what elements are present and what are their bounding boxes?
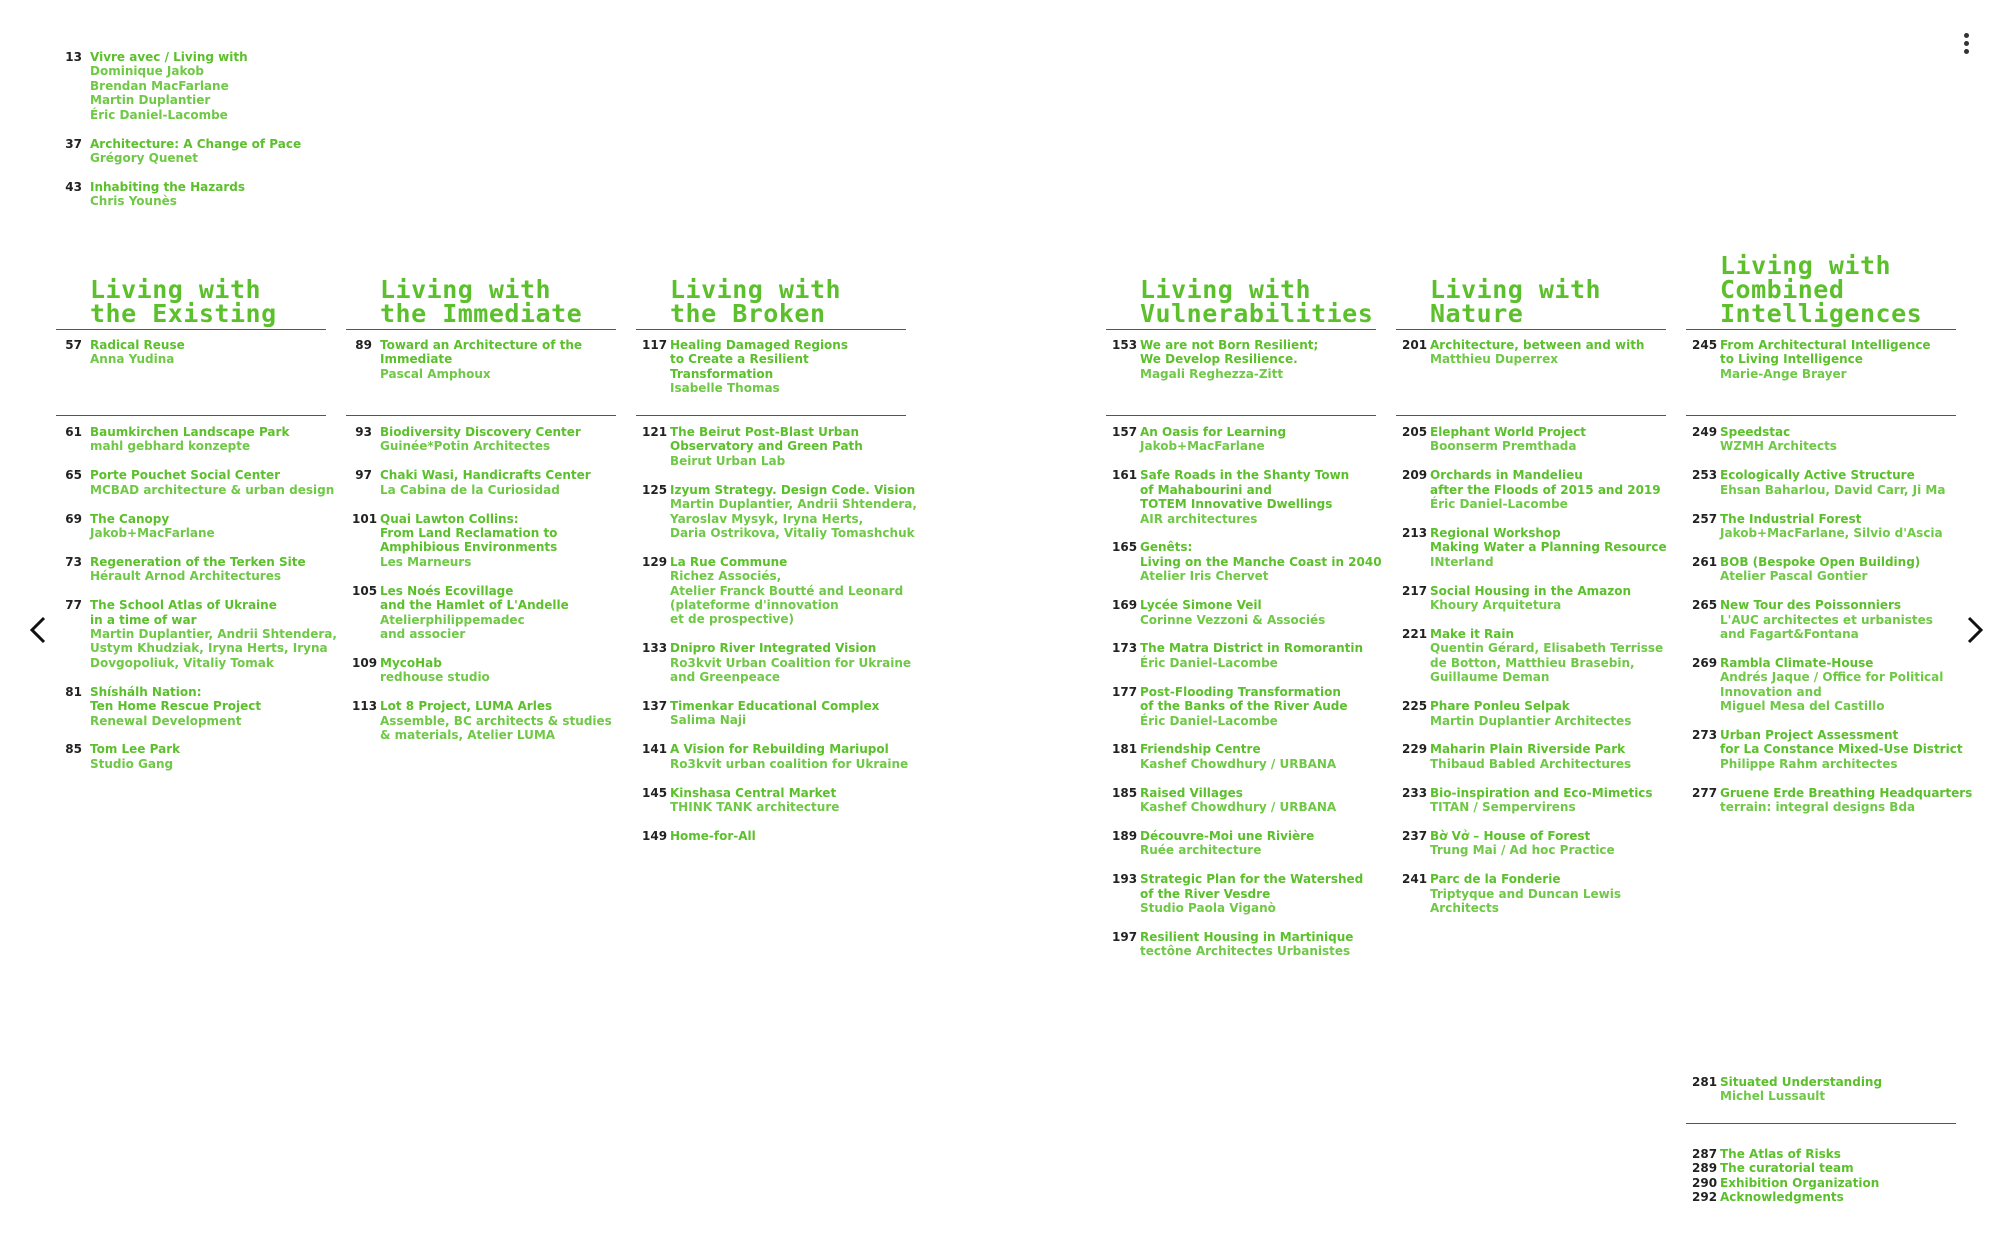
entry-authors: THINK TANK architecture	[670, 800, 840, 814]
entry-title: Chaki Wasi, Handicrafts Center	[380, 468, 591, 483]
toc-entry[interactable]	[65, 425, 290, 454]
toc-entry[interactable]	[1692, 785, 1973, 815]
page-number: 237	[1402, 829, 1428, 843]
entry-authors: Ruée architecture	[1140, 843, 1262, 858]
page-number: 249	[1692, 425, 1718, 439]
page-number: 109	[352, 655, 378, 670]
toc-entry[interactable]	[1402, 829, 1615, 858]
page-number: 177	[1112, 684, 1138, 699]
page-number: 77	[65, 598, 82, 613]
entry-title: Découvre-Moi une Rivière	[1140, 829, 1315, 843]
entry-title: Radical Reuse	[90, 338, 185, 352]
toc-entry[interactable]	[352, 511, 558, 570]
entry-authors: Éric Daniel-Lacombe	[1140, 713, 1278, 728]
entry-authors: L'AUC architectes et urbanistes and Fagart&Fontana	[1720, 612, 1933, 641]
toc-entry[interactable]	[65, 742, 181, 771]
entry-title: Friendship Centre	[1140, 742, 1261, 757]
section-title: Living with Vulnerabilities	[1140, 275, 1374, 328]
entry-authors: Ro3kvit urban coalition for Ukraine	[670, 756, 909, 771]
page-number: 217	[1402, 583, 1428, 598]
entry-title: Orchards in Mandelieu after the Floods of 2015 and 2019	[1430, 468, 1661, 497]
page-number: 93	[355, 425, 372, 439]
entry-authors: Jakob+MacFarlane, Silvio d'Ascia	[1720, 526, 1943, 540]
page-number: 113	[352, 699, 378, 714]
entry-authors: Corinne Vezzoni & Associés	[1140, 612, 1326, 627]
toc-entry[interactable]	[1402, 872, 1622, 916]
toc-entry[interactable]	[642, 742, 909, 771]
entry-title: New Tour des Poissonniers	[1720, 598, 1902, 613]
entry-authors: Jakob+MacFarlane	[90, 526, 215, 540]
entry-authors: redhouse studio	[380, 670, 490, 685]
toc-entry[interactable]	[65, 598, 337, 670]
toc-entry[interactable]	[1112, 641, 1364, 670]
entry-title: Biodiversity Discovery Center	[380, 425, 581, 439]
entry-title: Quai Lawton Collins: From Land Reclamation to Amphibious Environments	[380, 511, 558, 555]
more-vertical-icon	[1960, 33, 1972, 54]
entry-authors: Philippe Rahm architectes	[1720, 756, 1898, 771]
entry-authors: terrain: integral designs Bda	[1720, 800, 1916, 815]
entry-authors: Ro3kvit Urban Coalition for Ukraine and Greenpeace	[670, 655, 912, 685]
page-number: 181	[1112, 742, 1138, 757]
toc-entry[interactable]	[1112, 742, 1337, 771]
entry-authors: Andrés Jaque / Office for Political Innovation and Miguel Mesa del Castillo	[1720, 670, 1944, 714]
page-number: 149	[642, 828, 668, 843]
more-menu-button[interactable]	[1960, 30, 1972, 60]
toc-entry[interactable]	[65, 180, 245, 209]
entry-title: Tom Lee Park	[90, 742, 181, 757]
section-divider	[1686, 329, 1956, 330]
page-number: 213	[1402, 526, 1428, 540]
entry-authors: Studio Paola Viganò	[1140, 901, 1276, 916]
toc-entry[interactable]	[642, 785, 840, 815]
page-number: 133	[642, 641, 668, 656]
entry-authors: Boonserm Premthada	[1430, 439, 1577, 454]
page-number: 229	[1402, 742, 1428, 757]
toc-entry[interactable]	[1402, 785, 1653, 815]
toc-entry[interactable]	[1402, 742, 1632, 771]
page-number: 265	[1692, 598, 1718, 613]
toc-entry[interactable]	[1402, 526, 1667, 569]
page-number: 241	[1402, 872, 1428, 887]
toc-entry[interactable]	[355, 468, 591, 497]
page-number: 185	[1112, 785, 1138, 800]
appendix-list	[1692, 1147, 1880, 1205]
entry-authors: Jakob+MacFarlane	[1140, 439, 1265, 454]
entry-title: Rambla Climate-House	[1720, 655, 1874, 670]
entry-title: Vivre avec / Living with	[90, 50, 248, 64]
entry-title: Architecture, between and with	[1430, 338, 1645, 352]
page-number: 69	[65, 511, 82, 526]
entry-authors: TITAN / Sempervirens	[1430, 800, 1576, 815]
page-number: 269	[1692, 655, 1718, 670]
entry-title: An Oasis for Learning	[1140, 425, 1287, 439]
page-number: 165	[1112, 540, 1138, 555]
page-number: 281	[1692, 1075, 1718, 1089]
page-number: 245	[1692, 338, 1718, 352]
toc-entry[interactable]	[1402, 468, 1661, 512]
page-number: 13	[65, 50, 82, 64]
entry-title: Kinshasa Central Market	[670, 785, 837, 800]
entry-authors: Martin Duplantier, Andrii Shtendera, Ustym Khudziak, Iryna Herts, Iryna Dovgopoliuk, Vitaliy Tomak	[90, 627, 337, 670]
entry-title: Post-Flooding Transformation of the Banks of the River Aude	[1140, 684, 1348, 714]
section-divider	[636, 415, 906, 416]
toc-entry[interactable]	[1402, 627, 1664, 685]
entry-title: Make it Rain	[1430, 627, 1515, 641]
toc-entry[interactable]	[65, 554, 306, 584]
page-number: 197	[1112, 930, 1138, 944]
section-divider	[1686, 1123, 1956, 1124]
entry-title: Bờ Vở – House of Forest	[1430, 829, 1591, 843]
chevron-left-icon	[18, 610, 58, 650]
section-title: Living with Nature	[1430, 275, 1602, 328]
entry-title: Raised Villages	[1140, 785, 1243, 800]
page-number: 153	[1112, 338, 1138, 352]
entry-authors: Khoury Arquitetura	[1430, 598, 1562, 613]
section-divider	[56, 329, 326, 330]
section-divider	[1396, 415, 1666, 416]
section-divider	[346, 329, 616, 330]
entry-authors: Kashef Chowdhury / URBANA	[1140, 756, 1337, 771]
page-number: 129	[642, 554, 668, 569]
section-divider	[346, 415, 616, 416]
entry-authors: Assemble, BC architects & studies & materials, Atelier LUMA	[380, 713, 612, 742]
entry-title: The Beirut Post-Blast Urban Observatory and Green Path	[670, 425, 863, 454]
entry-title: Safe Roads in the Shanty Town of Mahabourini and TOTEM Innovative Dwellings	[1140, 468, 1350, 512]
section-title: Living with the Existing	[90, 275, 277, 328]
page-number: 43	[65, 180, 82, 194]
next-page-button[interactable]	[1955, 610, 1995, 650]
entry-authors: Les Marneurs	[380, 554, 472, 569]
section-divider	[1106, 329, 1376, 330]
toc-entry[interactable]	[642, 641, 912, 685]
page-number: 137	[642, 699, 668, 713]
entry-title: Gruene Erde Breathing Headquarters	[1720, 785, 1973, 800]
page-number: 261	[1692, 554, 1718, 569]
section-title: Living with the Broken	[670, 275, 842, 328]
entry-authors: Quentin Gérard, Elisabeth Terrisse de Botton, Matthieu Brasebin, Guillaume Deman	[1430, 641, 1664, 685]
entry-authors: Matthieu Duperrex	[1430, 352, 1558, 367]
toc-entry[interactable]	[65, 137, 302, 166]
page-number: 121	[642, 425, 668, 439]
toc-entry[interactable]	[352, 583, 569, 642]
entry-authors: La Cabina de la Curiosidad	[380, 482, 560, 497]
toc-entry[interactable]	[65, 338, 185, 367]
entry-authors: Atelier Pascal Gontier	[1720, 569, 1868, 584]
entry-authors: WZMH Architects	[1720, 439, 1837, 454]
toc-entry[interactable]	[1692, 511, 1943, 541]
page-number: 81	[65, 684, 82, 699]
entry-authors: AIR architectures	[1140, 511, 1258, 526]
toc-entry[interactable]	[1112, 540, 1382, 584]
entry-title: The Matra District in Romorantin	[1140, 641, 1364, 656]
toc-entry[interactable]	[1692, 655, 1944, 714]
entry-authors: Atelier Iris Chervet	[1140, 569, 1269, 584]
entry-title: Home-for-All	[670, 828, 756, 843]
prev-page-button[interactable]	[18, 610, 58, 650]
appendix-item[interactable]	[1692, 1161, 1879, 1176]
toc-entry[interactable]	[1112, 338, 1319, 381]
appendix-item[interactable]	[1692, 1175, 1880, 1190]
toc-entry[interactable]	[65, 50, 248, 122]
page-number: 273	[1692, 728, 1718, 742]
chevron-right-icon	[1955, 610, 1995, 650]
toc-entry[interactable]	[642, 482, 917, 541]
page-number: 253	[1692, 468, 1718, 483]
toc-entry[interactable]	[1112, 425, 1287, 454]
entry-title: Acknowledgments	[1720, 1190, 1844, 1205]
entry-authors: Éric Daniel-Lacombe	[1430, 497, 1568, 512]
toc-entry[interactable]	[1112, 468, 1350, 526]
entry-title: Toward an Architecture of the Immediate	[380, 338, 583, 367]
page-number: 101	[352, 511, 378, 526]
page-number: 125	[642, 482, 668, 497]
toc-entry[interactable]	[1692, 1075, 1883, 1104]
page-number: 161	[1112, 468, 1138, 483]
page-number: 89	[355, 338, 372, 352]
toc-entry[interactable]	[1692, 338, 1931, 381]
entry-title: The School Atlas of Ukraine in a time of war	[90, 598, 277, 627]
entry-authors: Isabelle Thomas	[670, 381, 780, 396]
section-title: Living with the Immediate	[380, 275, 583, 328]
entry-authors: Martin Duplantier, Andrii Shtendera, Yaroslav Mysyk, Iryna Herts, Daria Ostrikova, Vitaliy Tomashchuk	[670, 497, 917, 540]
entry-authors: mahl gebhard konzepte	[90, 439, 251, 454]
toc-entry[interactable]	[65, 468, 335, 497]
entry-authors: Thibaud Babled Architectures	[1430, 756, 1632, 771]
entry-title: Ecologically Active Structure	[1720, 468, 1915, 483]
page-number: 225	[1402, 699, 1428, 714]
entry-title: Situated Understanding	[1720, 1075, 1883, 1089]
section-divider	[1686, 415, 1956, 416]
entry-title: From Architectural Intelligence to Living Intelligence	[1720, 338, 1931, 367]
entry-title: La Rue Commune	[670, 554, 788, 569]
toc-entry[interactable]	[1112, 598, 1326, 627]
page-number: 289	[1692, 1161, 1718, 1176]
toc-entry[interactable]	[1692, 728, 1963, 771]
entry-title: Izyum Strategy. Design Code. Vision	[670, 482, 916, 497]
entry-title: Speedstac	[1720, 425, 1791, 439]
entry-title: Parc de la Fonderie	[1430, 872, 1561, 887]
entry-authors: Trung Mai / Ad hoc Practice	[1430, 843, 1615, 858]
toc-entry[interactable]	[65, 511, 215, 541]
entry-title: Timenkar Educational Complex	[670, 699, 880, 713]
entry-title: Resilient Housing in Martinique	[1140, 930, 1354, 944]
page-number: 193	[1112, 872, 1138, 887]
entry-title: A Vision for Rebuilding Mariupol	[670, 742, 889, 757]
page-number: 61	[65, 425, 82, 439]
entry-authors: Martin Duplantier Architectes	[1430, 713, 1632, 728]
section-title: Living with Combined Intelligences	[1720, 251, 1923, 328]
entry-title: Strategic Plan for the Watershed of the River Vesdre	[1140, 872, 1364, 901]
page-number: 105	[352, 583, 378, 598]
entry-authors: Atelierphilippemadec and associer	[380, 612, 525, 641]
page-number: 257	[1692, 511, 1718, 526]
entry-authors: Magali Reghezza-Zitt	[1140, 366, 1284, 381]
entry-title: Lot 8 Project, LUMA Arles	[380, 699, 553, 714]
entry-authors: Dominique Jakob Brendan MacFarlane Martin Duplantier Éric Daniel-Lacombe	[90, 64, 229, 122]
appendix-item[interactable]	[1692, 1190, 1879, 1205]
toc-entry[interactable]	[1112, 829, 1315, 858]
entry-title: Healing Damaged Regions to Create a Resilient Transformation	[670, 338, 848, 381]
entry-authors: Guinée*Potin Architectes	[380, 439, 551, 454]
entry-authors: Éric Daniel-Lacombe	[1140, 655, 1278, 670]
page-number: 205	[1402, 425, 1428, 439]
entry-authors: Chris Younès	[90, 194, 177, 209]
page-number: 97	[355, 468, 372, 483]
page-number: 169	[1112, 598, 1138, 613]
entry-title: Elephant World Project	[1430, 425, 1587, 439]
entry-title: Maharin Plain Riverside Park	[1430, 742, 1626, 757]
entry-title: Shíshálh Nation: Ten Home Rescue Project	[90, 684, 262, 714]
toc-entry[interactable]	[355, 425, 581, 454]
section-divider	[1106, 415, 1376, 416]
entry-title: Regeneration of the Terken Site	[90, 554, 306, 569]
entry-authors: Studio Gang	[90, 756, 174, 771]
entry-title: Dnipro River Integrated Vision	[670, 641, 877, 656]
page-number: 173	[1112, 641, 1138, 656]
page-number: 73	[65, 554, 82, 569]
entry-title: Architecture: A Change of Pace	[90, 137, 302, 151]
page-number: 145	[642, 785, 668, 800]
entry-title: Lycée Simone Veil	[1140, 598, 1262, 613]
page-number: 65	[65, 468, 82, 483]
appendix-item[interactable]	[1692, 1147, 1879, 1161]
toc-entry[interactable]	[1692, 425, 1837, 454]
entry-title: Social Housing in the Amazon	[1430, 583, 1631, 598]
toc-entry[interactable]	[1692, 554, 1921, 584]
entry-title: We are not Born Resilient; We Develop Resilience.	[1140, 338, 1319, 367]
toc-entry[interactable]	[642, 425, 863, 468]
toc-entry[interactable]	[642, 338, 848, 396]
entry-title: Baumkirchen Landscape Park	[90, 425, 290, 439]
entry-authors: Anna Yudina	[90, 352, 175, 367]
toc-entry[interactable]	[1112, 930, 1354, 959]
toc-entry[interactable]	[1402, 425, 1587, 454]
entry-authors: INterland	[1430, 554, 1494, 569]
entry-authors: Kashef Chowdhury / URBANA	[1140, 800, 1337, 815]
entry-title: The curatorial team	[1720, 1161, 1854, 1176]
entry-title: Inhabiting the Hazards	[90, 180, 245, 194]
toc-entry[interactable]	[1112, 872, 1364, 916]
toc-entry[interactable]	[642, 828, 756, 843]
entry-title: BOB (Bespoke Open Building)	[1720, 554, 1921, 569]
toc-entry[interactable]	[1402, 583, 1631, 613]
entry-authors: Marie-Ange Brayer	[1720, 366, 1847, 381]
entry-title: Urban Project Assessment for La Constance Mixed-Use District	[1720, 728, 1963, 757]
entry-authors: Michel Lussault	[1720, 1089, 1826, 1104]
entry-authors: tectône Architectes Urbanistes	[1140, 944, 1351, 959]
toc-entry[interactable]	[352, 655, 490, 685]
page-number: 141	[642, 742, 668, 757]
entry-title: Phare Ponleu Selpak	[1430, 699, 1570, 714]
section-divider	[1396, 329, 1666, 330]
entry-authors: Pascal Amphoux	[380, 366, 491, 381]
page-number: 157	[1112, 425, 1138, 439]
page-number: 209	[1402, 468, 1428, 483]
entry-authors: Renewal Development	[90, 713, 242, 728]
page-number: 233	[1402, 785, 1428, 800]
toc-entry[interactable]	[1112, 785, 1337, 815]
toc-entry[interactable]	[352, 699, 612, 742]
toc-entry[interactable]	[642, 699, 880, 728]
entry-authors: Salima Naji	[670, 713, 747, 728]
entry-title: Exhibition Organization	[1720, 1175, 1880, 1190]
entry-title: The Atlas of Risks	[1720, 1147, 1841, 1161]
page-number: 57	[65, 338, 82, 352]
page-number: 201	[1402, 338, 1428, 352]
section-divider	[636, 329, 906, 330]
page-number: 277	[1692, 785, 1718, 800]
entry-authors: Richez Associés, Atelier Franck Boutté and Leonard (plateforme d'innovation et de prospective)	[670, 569, 904, 627]
toc-entry[interactable]	[1692, 598, 1933, 641]
toc-entry[interactable]	[1692, 468, 1946, 497]
section-divider	[56, 415, 326, 416]
entry-title: MycoHab	[380, 655, 442, 670]
page-number: 290	[1692, 1175, 1718, 1190]
toc-entry[interactable]	[355, 338, 583, 381]
page-number: 287	[1692, 1147, 1718, 1161]
entry-title: The Industrial Forest	[1720, 511, 1862, 526]
entry-authors: Grégory Quenet	[90, 151, 198, 166]
entry-title: Porte Pouchet Social Center	[90, 468, 281, 483]
toc-entry[interactable]	[1402, 338, 1645, 367]
entry-title: Les Noés Ecovillage and the Hamlet of L'Andelle	[380, 583, 569, 613]
page-number: 37	[65, 137, 82, 151]
entry-title: The Canopy	[90, 511, 170, 526]
toc-entry[interactable]	[1402, 699, 1632, 728]
entry-title: Genêts: Living on the Manche Coast in 2040	[1140, 540, 1382, 569]
page-number: 85	[65, 742, 82, 757]
toc-entry[interactable]	[1112, 684, 1348, 728]
page-number: 189	[1112, 829, 1138, 843]
entry-authors: Beirut Urban Lab	[670, 453, 786, 468]
entry-authors: Ehsan Baharlou, David Carr, Ji Ma	[1720, 482, 1946, 497]
entry-authors: MCBAD architecture & urban design	[90, 482, 335, 497]
page-number: 292	[1692, 1190, 1718, 1205]
entry-authors: Triptyque and Duncan Lewis Architects	[1430, 886, 1622, 916]
entry-authors: Hérault Arnod Architectures	[90, 569, 281, 584]
toc-entry[interactable]	[642, 554, 904, 627]
entry-title: Regional Workshop Making Water a Planning Resource	[1430, 526, 1667, 555]
page-number: 117	[642, 338, 668, 352]
page-number: 221	[1402, 627, 1428, 641]
toc-entry[interactable]	[65, 684, 262, 728]
entry-title: Bio-inspiration and Eco-Mimetics	[1430, 785, 1653, 800]
